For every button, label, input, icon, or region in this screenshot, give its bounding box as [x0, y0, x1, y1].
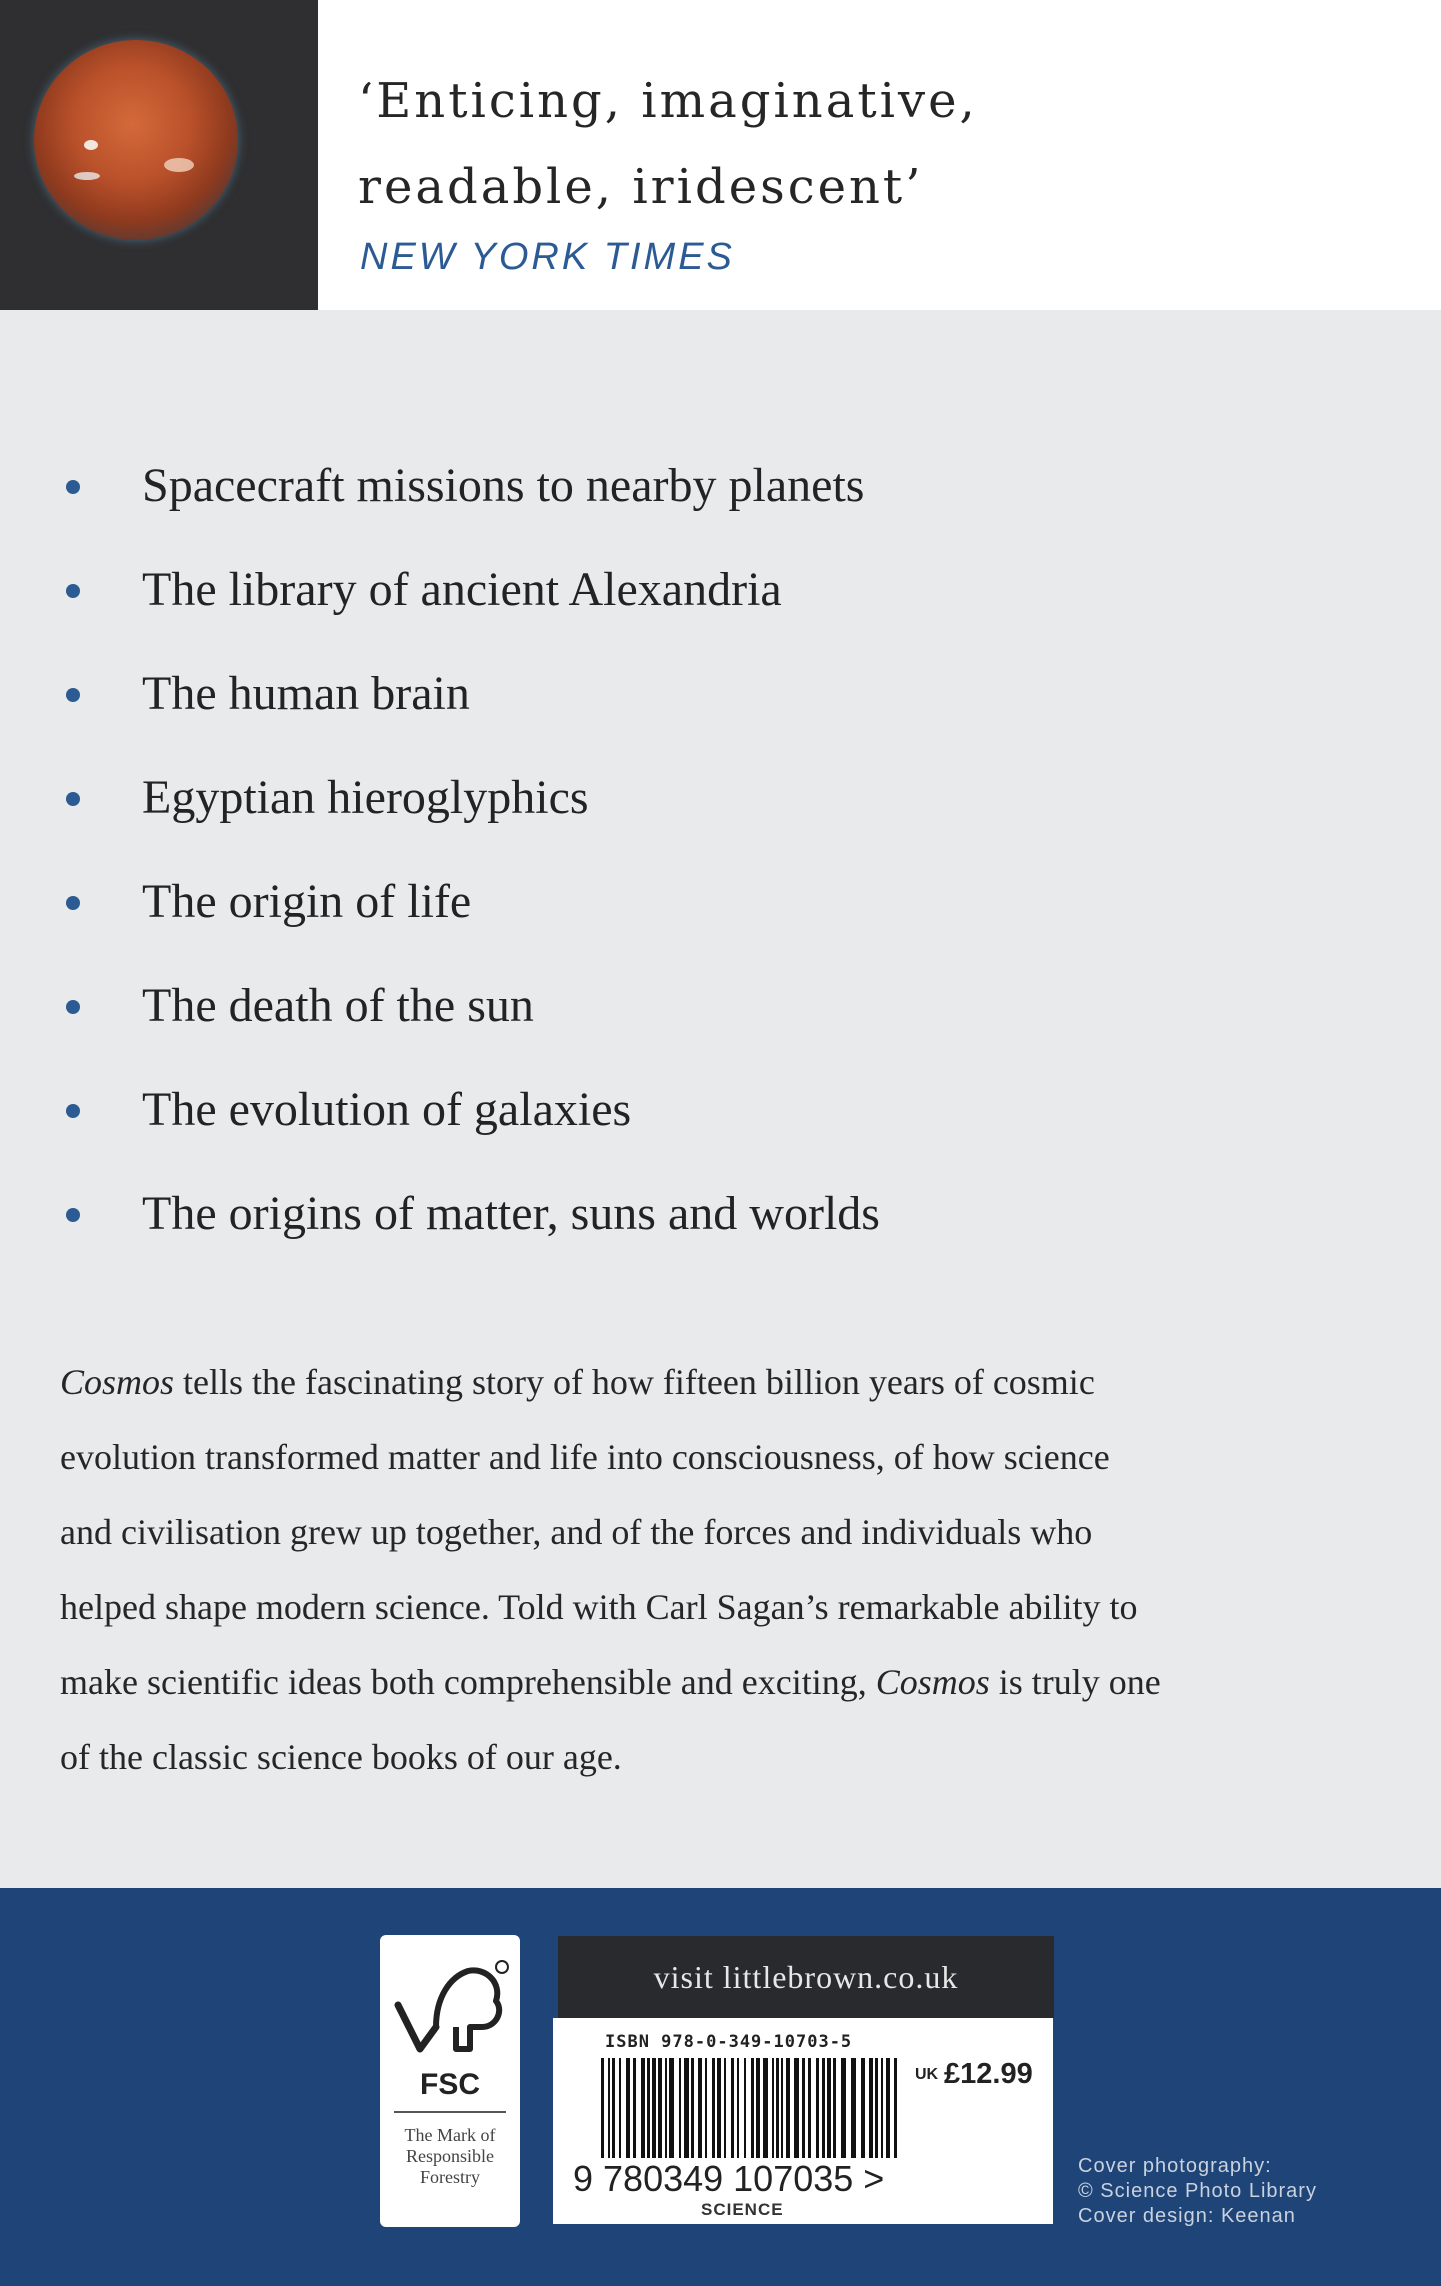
description-line: of the classic science books of our age. [60, 1737, 622, 1777]
price: £12.99 [944, 2058, 1033, 2090]
fsc-logo [380, 1935, 520, 2227]
book-title-italic: Cosmos [60, 1362, 175, 1402]
cover-credits [1078, 2154, 1317, 2229]
list-item [60, 970, 1360, 1074]
subject-label: SCIENCE [701, 2200, 784, 2219]
mars-planet-image [34, 40, 238, 240]
planet-highlight [164, 158, 194, 172]
fsc-letters: FSC [420, 2068, 480, 2101]
description-text: is truly one [998, 1662, 1161, 1702]
list-item-text: Spacecraft missions to nearby planets [142, 459, 865, 512]
credit-line: Cover photography: [1078, 2155, 1272, 2177]
list-item [60, 866, 1360, 970]
bullet-icon [66, 688, 80, 702]
price-prefix: UK [915, 2066, 939, 2083]
description-line: and civilisation grew up together, and of the forces and individuals who [60, 1512, 1093, 1552]
bullet-icon [66, 1000, 80, 1014]
publisher-url: visit littlebrown.co.uk [558, 1936, 1054, 2018]
fsc-tagline: The Mark of Responsible Forestry [404, 2125, 496, 2187]
list-item-text: The library of ancient Alexandria [142, 563, 782, 616]
description-text: tells the fascinating story of how fifteen billion years of cosmic [183, 1362, 1095, 1402]
credit-line: Cover design: Keenan [1078, 2205, 1296, 2227]
list-item-text: The origins of matter, suns and worlds [142, 1187, 880, 1240]
list-item-text: The death of the sun [142, 979, 534, 1032]
bullet-icon [66, 896, 80, 910]
bullet-icon [66, 584, 80, 598]
list-item [60, 1074, 1360, 1178]
bullet-icon [66, 480, 80, 494]
book-description [60, 1345, 1340, 1795]
list-item [60, 762, 1360, 866]
bullet-icon [66, 1208, 80, 1222]
list-item [60, 450, 1360, 554]
quote-source: NEW YORK TIMES [360, 236, 735, 278]
description-line [60, 1345, 1340, 1420]
book-title-italic: Cosmos [875, 1662, 990, 1702]
header [0, 0, 1441, 310]
barcode-panel [553, 2018, 1053, 2224]
list-item [60, 554, 1360, 658]
list-item-text: Egyptian hieroglyphics [142, 771, 589, 824]
divider [394, 2111, 506, 2113]
list-item-text: The origin of life [142, 875, 472, 928]
barcode-number: 9 780349 107035 > [573, 2158, 885, 2199]
description-line: evolution transformed matter and life into consciousness, of how science [60, 1437, 1110, 1477]
description-line [60, 1645, 1340, 1720]
topic-list [60, 450, 1360, 1282]
description-line: helped shape modern science. Told with Carl Sagan’s remarkable ability to [60, 1587, 1138, 1627]
list-item-text: The evolution of galaxies [142, 1083, 632, 1136]
list-item [60, 1178, 1360, 1282]
description-text: make scientific ideas both comprehensible and exciting, [60, 1662, 867, 1702]
quote-line: readable, iridescent’ [358, 159, 924, 215]
planet-photo [0, 0, 318, 310]
review-quote [358, 58, 978, 230]
bullet-icon [66, 1104, 80, 1118]
fsc-tree-check-icon [390, 1957, 510, 2067]
list-item [60, 658, 1360, 762]
credit-line: © Science Photo Library [1078, 2180, 1317, 2202]
isbn-text: ISBN 978-0-349-10703-5 [605, 2032, 853, 2052]
planet-highlight [74, 172, 100, 180]
bullet-icon [66, 792, 80, 806]
list-item-text: The human brain [142, 667, 470, 720]
quote-line: ‘Enticing, imaginative, [358, 73, 978, 129]
planet-highlight [84, 140, 98, 150]
